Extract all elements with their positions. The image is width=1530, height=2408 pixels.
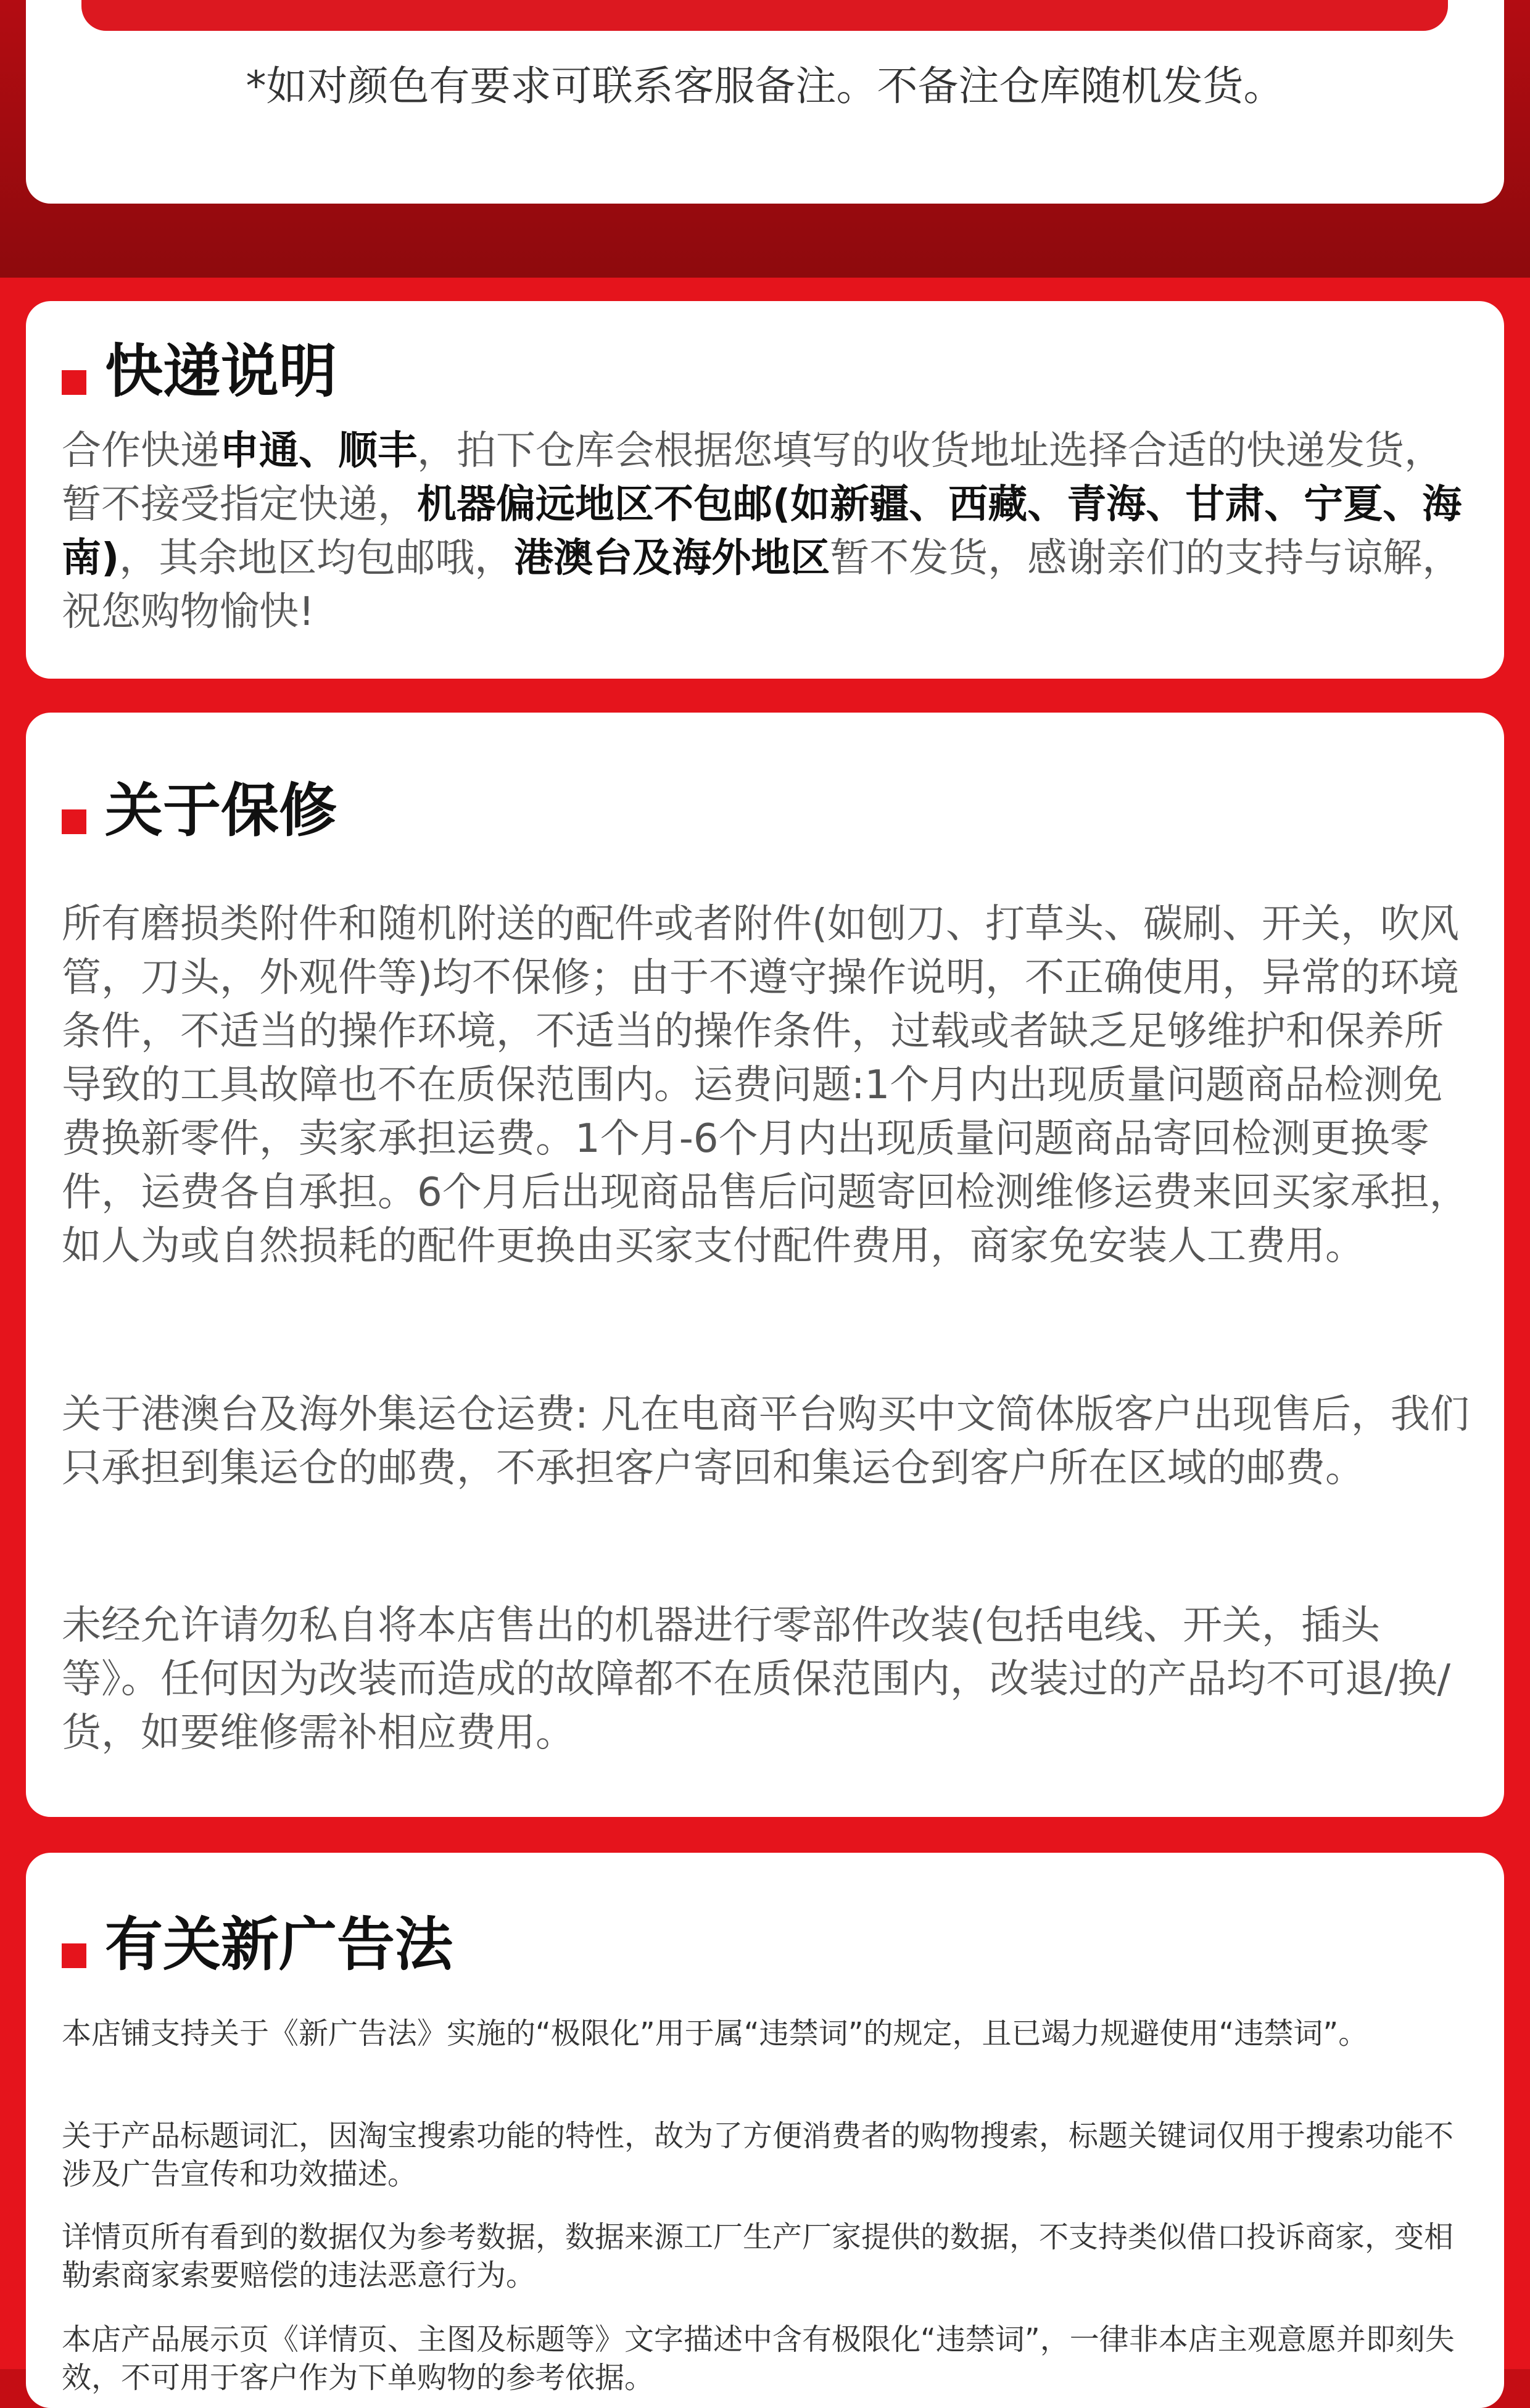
shipping-text: ，其余地区均包邮哦， [119, 536, 515, 581]
top-red-band [0, 0, 1530, 278]
square-bullet-icon [62, 370, 86, 395]
ad-law-title-text: 有关新广告法 [105, 1911, 453, 1979]
ad-law-paragraph-2: 关于产品标题词汇，因淘宝搜索功能的特性，故为了方便消费者的购物搜索，标题关键词仅用于搜索功能不涉及广告宣传和功效描述。 [62, 2119, 1454, 2191]
warranty-section-title [62, 774, 337, 848]
color-note: *如对颜色有要求可联系客服备注。不备注仓库随机发货。 [246, 62, 1284, 110]
ad-law-card [26, 1853, 1504, 2408]
warranty-title-text: 关于保修 [105, 777, 337, 845]
shipping-text: ，拍下仓库会根据您填写的收货地址选择合适的快递发货，暂不接受指定快递， [62, 428, 1444, 528]
overseas-shipping-paragraph: 关于港澳台及海外集运仓运费: 凡在电商平台购买中文简体版客户出现售后，我们只承担到集运仓的邮费，不承担客户寄回和集运仓到客户所在区域的邮费。 [62, 1392, 1470, 1491]
ad-law-section-title [62, 1908, 453, 1982]
square-bullet-icon [62, 1943, 86, 1968]
shipping-title-text: 快递说明 [105, 338, 337, 405]
shipping-text: 暂不发货，感谢亲们的支持与谅解，祝您购物愉快! [62, 536, 1462, 635]
warranty-terms-paragraph: 所有磨损类附件和随机附送的配件或者附件(如刨刀、打草头、碳刷、开关，吹风管，刀头，外观件等)均不保修；由于不遵守操作说明，不正确使用，异常的环境条件，不适当的操作环境，不适当的操作条件，过载或者缺乏足够维护和保养所导致的工具故障也不在质保范围内。运费问题:1个月内出现质量问题商品检测免费换新零件，卖家承担运费。1个月-6个月内出现质量问题商品寄回检测更换零件，运费各自承担。6个月后出现商品售后问题寄回检测维修运费来回买家承担，如人为或自然损耗的配件更换由买家支付配件费用，商家免安装人工费用。 [62, 901, 1469, 1269]
ad-law-paragraph-1: 本店铺支持关于《新广告法》实施的“极限化”用于属“违禁词”的规定，且已竭力规避使用“违禁词”。 [62, 2016, 1368, 2051]
ad-law-paragraph-4: 本店产品展示页《详情页、主图及标题等》文字描述中含有极限化“违禁词”，一律非本店主观意愿并即刻失效，不可用于客户作为下单购物的参考依据。 [62, 2322, 1455, 2395]
warranty-card [26, 713, 1504, 1817]
shipping-highlight-text: 港澳台及海外地区 [514, 536, 830, 581]
square-bullet-icon [62, 809, 86, 834]
shipping-text: 合作快递 [62, 428, 220, 474]
shipping-highlight-text: 申通、顺丰 [220, 428, 417, 474]
shipping-card [26, 301, 1504, 679]
shipping-description [62, 424, 1478, 639]
slogan-card [26, 0, 1504, 204]
slogan-banner [81, 0, 1448, 31]
shipping-section-title [62, 335, 337, 409]
ad-law-paragraph-3: 详情页所有看到的数据仅为参考数据，数据来源工厂生产厂家提供的数据，不支持类似借口投诉商家，变相勒索商家索要赔偿的违法恶意行为。 [62, 2220, 1454, 2293]
shipping-highlight-text: 机器偏远地区不包邮(如新疆、西藏、青海、甘肃、宁夏、海南) [62, 482, 1462, 581]
modification-paragraph: 未经允许请勿私自将本店售出的机器进行零部件改装(包括电线、开关，插头等》。任何因为改装而造成的故障都不在质保范围内，改装过的产品均不可退/换/货，如要维修需补相应费用。 [62, 1603, 1451, 1756]
